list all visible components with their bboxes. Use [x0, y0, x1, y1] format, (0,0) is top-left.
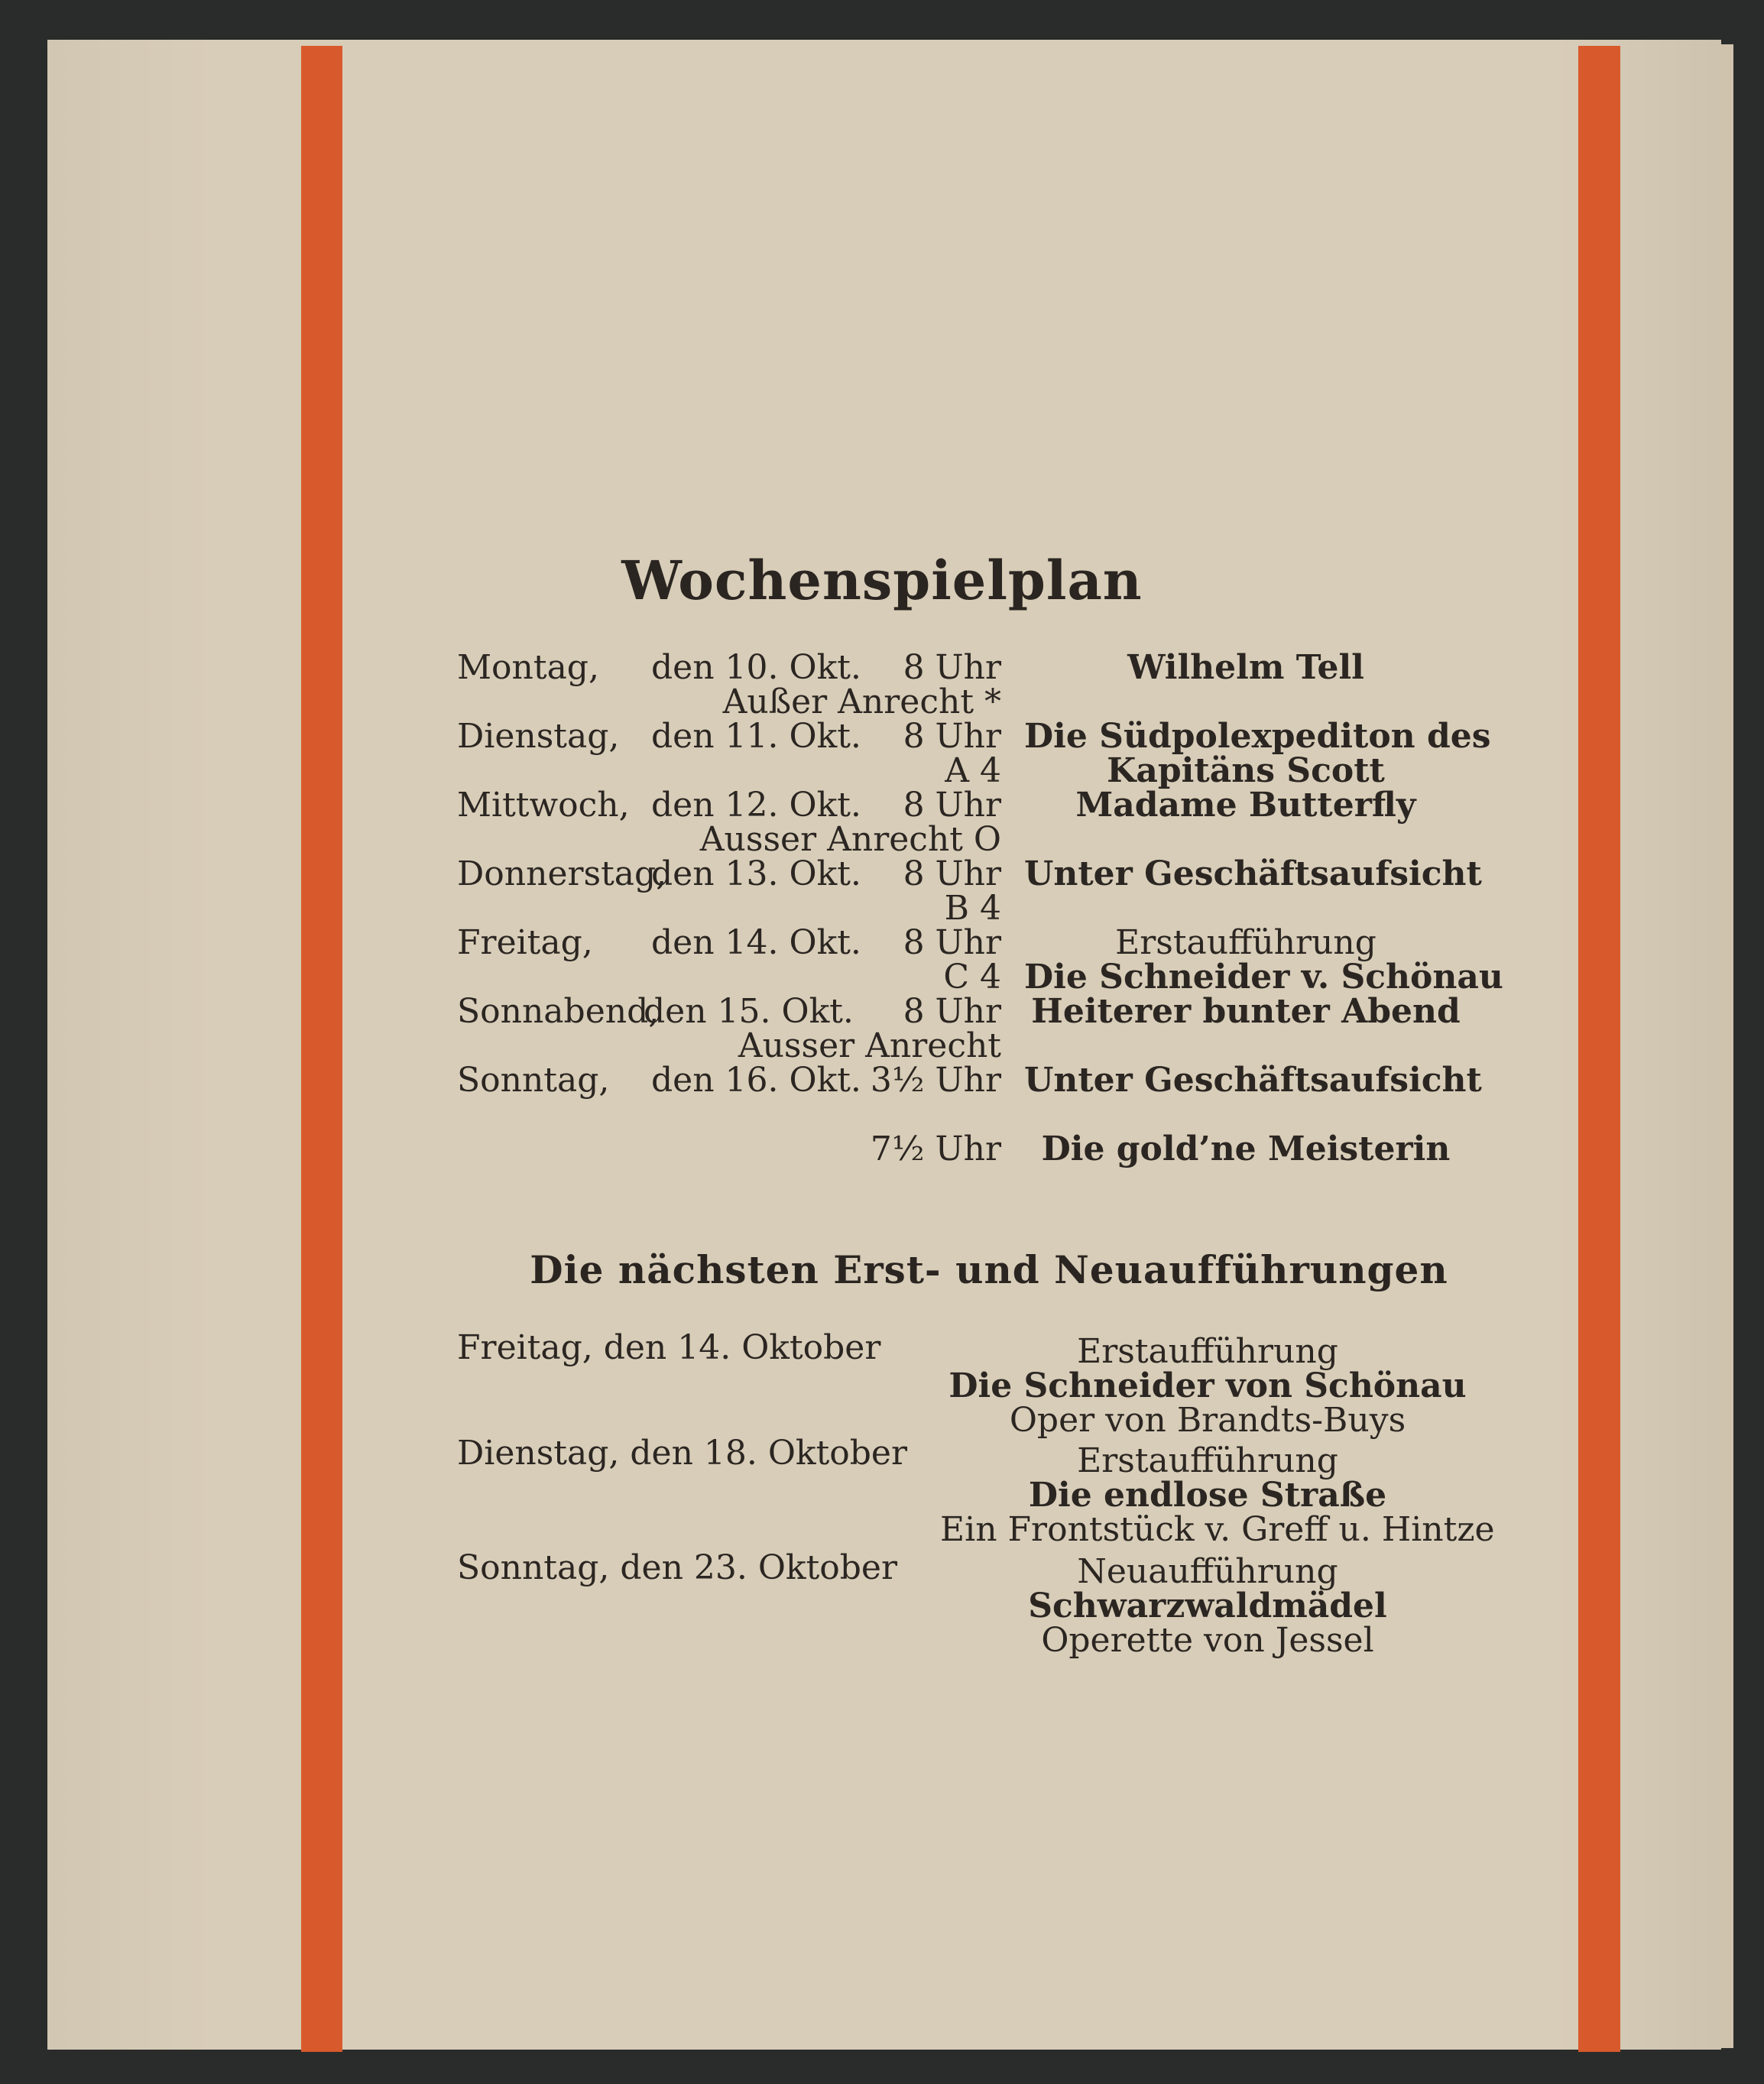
weekly-subscription: Ausser Anrecht O — [699, 820, 1001, 859]
right-red-stripe — [1578, 46, 1620, 2052]
upcoming-title: Die nächsten Erst- und Neuaufführungen — [530, 1247, 1448, 1292]
weekly-play: Heiterer bunter Abend — [1031, 992, 1461, 1031]
weekly-time: 8 Uhr — [903, 648, 1001, 687]
weekly-time: 8 Uhr — [903, 992, 1001, 1031]
weekly-play: Madame Butterfly — [1075, 786, 1416, 825]
weekly-subscription: Außer Anrecht * — [722, 682, 1001, 721]
weekly-date: den 10. Okt. — [651, 648, 861, 687]
upcoming-play-title: Schwarzwaldmädel — [1028, 1586, 1387, 1625]
weekly-plan-title: Wochenspielplan — [621, 549, 1143, 612]
upcoming-date: Dienstag, den 18. Oktober — [457, 1434, 907, 1473]
upcoming-note: Operette von Jessel — [1041, 1621, 1374, 1660]
weekly-day: Montag, — [457, 648, 599, 687]
weekly-play-note: Erstaufführung — [1115, 923, 1377, 962]
weekly-play: Die gold’ne Meisterin — [1041, 1130, 1451, 1168]
weekly-day: Sonntag, — [457, 1061, 610, 1100]
weekly-time: 8 Uhr — [903, 923, 1001, 962]
weekly-date: den 15. Okt. — [644, 992, 854, 1031]
weekly-subscription: B 4 — [944, 889, 1001, 928]
weekly-time: 7½ Uhr — [870, 1130, 1001, 1168]
weekly-subscription: Ausser Anrecht — [738, 1026, 1001, 1065]
weekly-subscription: A 4 — [945, 751, 1001, 790]
upcoming-kind: Neuaufführung — [1077, 1552, 1338, 1591]
weekly-date: den 12. Okt. — [651, 786, 861, 825]
weekly-play: Unter Geschäftsaufsicht — [1024, 1061, 1482, 1100]
weekly-day: Mittwoch, — [457, 786, 630, 825]
weekly-time: 8 Uhr — [903, 717, 1001, 756]
weekly-day: Freitag, — [457, 923, 593, 962]
weekly-play: Die Südpolexpediton des — [1024, 717, 1491, 756]
upcoming-note: Oper von Brandts-Buys — [1009, 1401, 1406, 1440]
upcoming-date: Sonntag, den 23. Oktober — [457, 1548, 897, 1587]
weekly-play: Die Schneider v. Schönau — [1024, 958, 1503, 997]
upcoming-play-title: Die endlose Straße — [1028, 1476, 1387, 1515]
weekly-day: Sonnabend, — [457, 992, 660, 1031]
weekly-play-line2: Kapitäns Scott — [1107, 751, 1385, 790]
weekly-time: 8 Uhr — [903, 854, 1001, 893]
left-red-stripe — [301, 46, 342, 2052]
weekly-date: den 16. Okt. — [651, 1061, 861, 1100]
weekly-time: 8 Uhr — [903, 786, 1001, 825]
upcoming-kind: Erstaufführung — [1077, 1332, 1338, 1371]
weekly-date: den 13. Okt. — [651, 854, 861, 893]
weekly-day: Donnerstag, — [457, 854, 667, 893]
upcoming-kind: Erstaufführung — [1077, 1441, 1338, 1480]
page-edge — [1721, 44, 1733, 2048]
weekly-play: Wilhelm Tell — [1127, 648, 1364, 687]
upcoming-play-title: Die Schneider von Schönau — [948, 1366, 1467, 1405]
upcoming-date: Freitag, den 14. Oktober — [457, 1328, 881, 1367]
upcoming-note: Ein Frontstück v. Greff u. Hintze — [940, 1510, 1495, 1549]
weekly-day: Dienstag, — [457, 717, 620, 756]
weekly-subscription: C 4 — [943, 958, 1001, 997]
weekly-date: den 11. Okt. — [651, 717, 861, 756]
weekly-play: Unter Geschäftsaufsicht — [1024, 854, 1482, 893]
weekly-date: den 14. Okt. — [651, 923, 861, 962]
weekly-time: 3½ Uhr — [870, 1061, 1001, 1100]
